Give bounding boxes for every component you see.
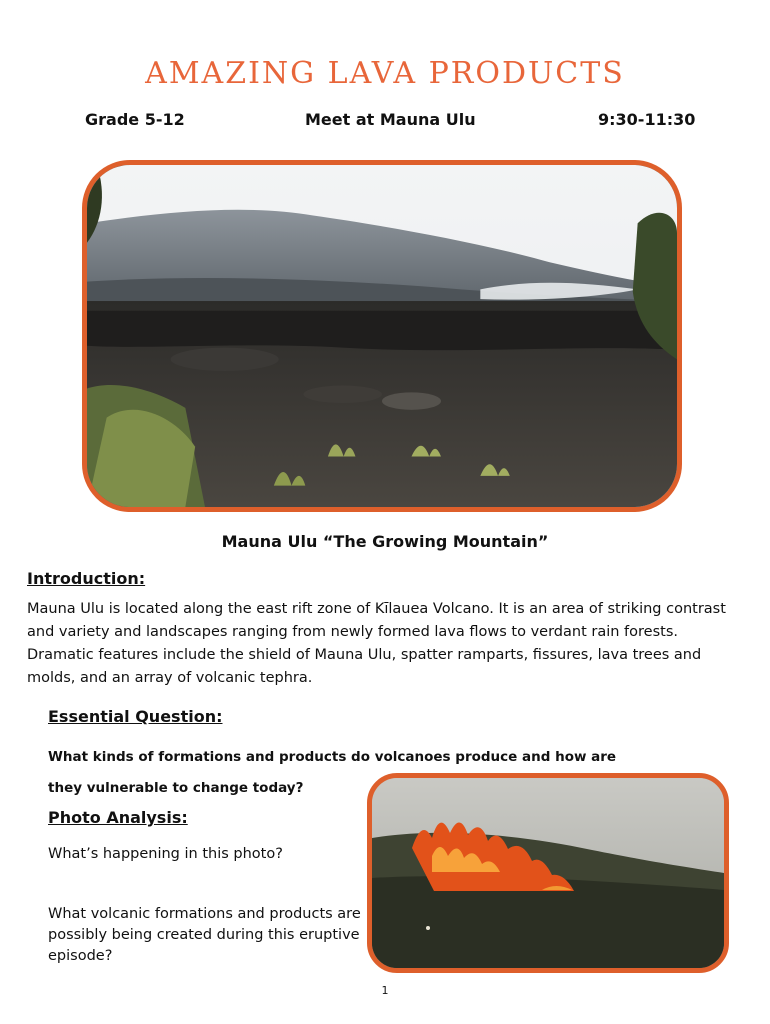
eruption-photo [367,773,729,973]
landscape-illustration [87,165,677,507]
page-number: 1 [381,984,389,997]
main-photo-caption: Mauna Ulu “The Growing Mountain” [221,532,549,551]
photo-question-1: What’s happening in this photo? [48,846,283,862]
introduction-heading: Introduction: [27,569,146,588]
essential-question-text: What kinds of formations and products do volcanoes produce and how are they vulnerable to change today? [48,749,617,796]
essential-question-heading: Essential Question: [48,707,223,726]
eruption-illustration [372,778,724,968]
photo-question-2: What volcanic formations and products are possibly being created during this eruptive episode? [48,906,361,964]
grade-level: Grade 5-12 [85,110,185,129]
meeting-time: 9:30-11:30 [598,110,696,129]
photo-analysis-heading: Photo Analysis: [48,808,188,827]
page-title: AMAZING LAVA PRODUCTS [145,56,625,91]
mauna-ulu-landscape-photo [82,160,682,512]
introduction-body: Mauna Ulu is located along the east rift zone of Kīlauea Volcano. It is an area of striking contrast and variety and landscapes ranging from newly formed lava flows to verdant rain forests. Dramatic features include the shield of Mauna Ulu, spatter ramparts, fissures, lava trees and molds, and an array of volcanic tephra. [27,601,726,686]
meeting-location: Meet at Mauna Ulu [305,110,476,129]
